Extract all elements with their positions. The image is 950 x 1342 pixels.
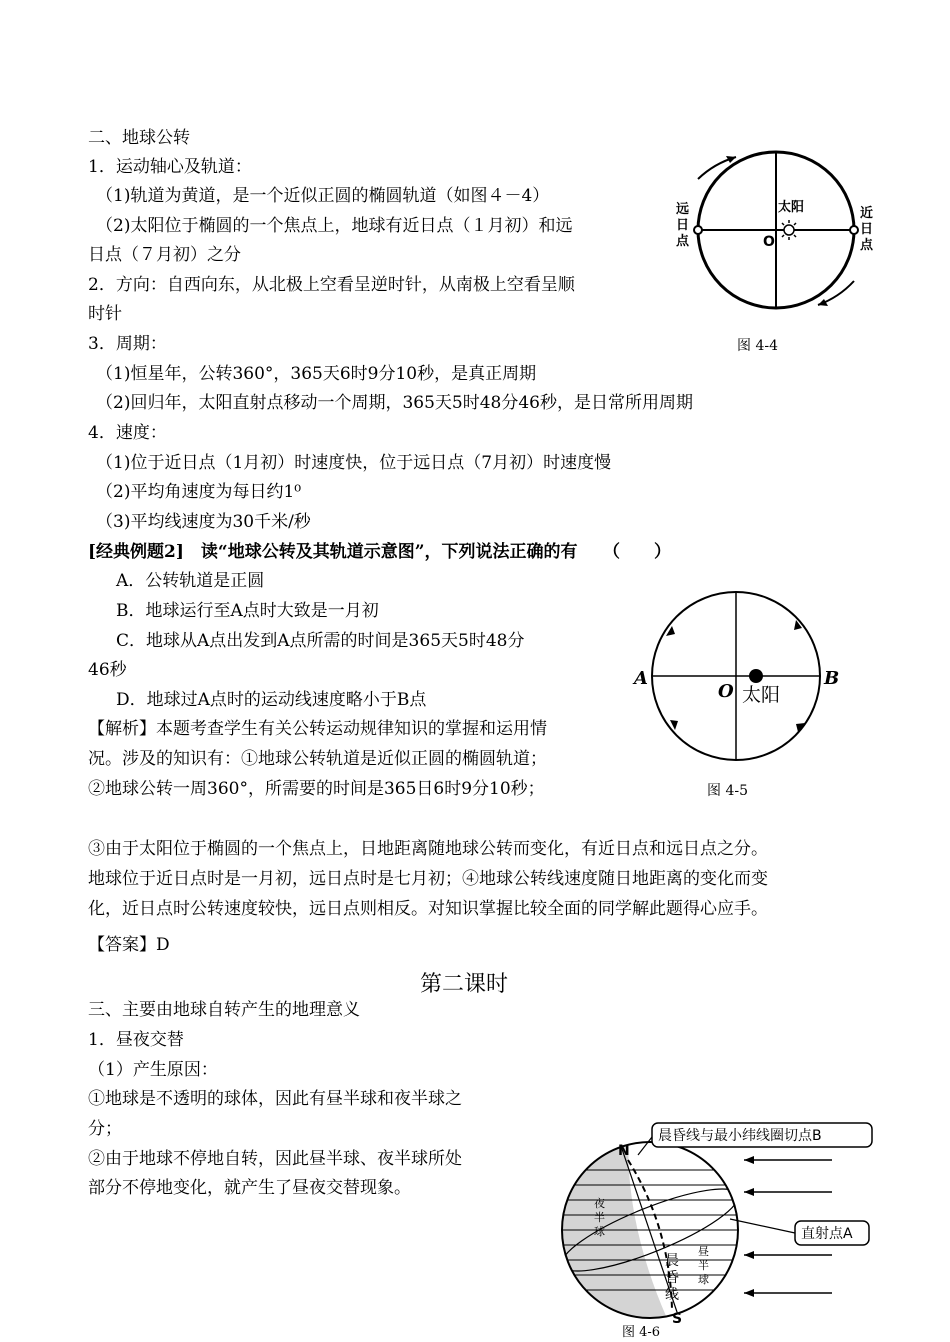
perihelion-label: 近 [860,206,874,221]
perihelion-label: 点 [860,238,874,253]
text-line: 日点（７月初）之分 [88,245,241,265]
point-b-label: B [824,668,840,689]
analysis-line: ②地球公转一周360°，所需要的时间是365日6时9分10秒； [88,779,545,799]
arrow-icon [744,1251,754,1259]
callout-b-text: 晨昏线与最小纬线圈切点B [658,1128,822,1144]
text-line: （2)平均角速度为每日约1⁰ [96,482,302,502]
analysis-line: 况。涉及的知识有：①地球公转轨道是近似正圆的椭圆轨道； [88,749,547,769]
day-label: 半 [698,1259,709,1272]
text-line: （1）产生原因： [88,1060,218,1080]
option-d: D．地球过A点时的运动线速度略小于B点 [116,690,427,710]
text-line: 3．周期： [88,334,167,354]
analysis-line: 【解析】本题考查学生有关公转运动规律知识的掌握和运用情 [88,719,547,739]
text-line: （2)回归年，太阳直射点移动一个周期，365天5时48分46秒，是日常所用周期 [96,393,693,413]
option-c: C．地球从A点出发到A点所需的时间是365天5时48分 [116,631,525,651]
perihelion-label: 日 [860,222,874,237]
night-label: 球 [594,1225,605,1238]
point-a-label: A [634,668,648,689]
sun-icon [779,220,799,240]
aphelion-label: 点 [676,234,690,249]
terminator-label: 昏 [665,1270,679,1286]
sun-dot [749,669,763,683]
arrow-icon [744,1188,754,1196]
text-line: （1)恒星年，公转360°，365天6时9分10秒，是真正周期 [96,364,537,384]
section-heading: 三、主要由地球自转产生的地理意义 [88,1000,360,1020]
night-label: 半 [594,1211,605,1224]
south-label: S [672,1311,683,1327]
option-a: A．公转轨道是正圆 [116,571,265,591]
center-label: O [763,234,775,250]
analysis-line: ③由于太阳位于椭圆的一个焦点上，日地距离随地球公转而变化，有近日点和远日点之分。 [88,839,768,859]
text-line: ①地球是不透明的球体，因此有昼半球和夜半球之 [88,1089,462,1109]
text-line: （3)平均线速度为30千米/秒 [96,512,311,532]
example-heading: [经典例题2] 读“地球公转及其轨道示意图”，下列说法正确的有 （ ） [88,542,671,562]
text-line: （1)轨道为黄道，是一个近似正圆的椭圆轨道（如图４－4） [96,186,550,206]
aphelion-label: 日 [676,218,690,233]
terminator-label: 晨 [665,1253,679,1269]
sun-label: 太阳 [742,684,781,706]
aphelion-label: 远 [676,202,690,217]
text-line: 2．方向：自西向东，从北极上空看呈逆时针，从南极上空看呈顺 [88,275,575,295]
text-line: （1)位于近日点（1月初）时速度快，位于远日点（7月初）时速度慢 [96,453,612,473]
text-line: （2)太阳位于椭圆的一个焦点上，地球有近日点（１月初）和远 [96,216,573,236]
text-line: ②由于地球不停地自转，因此昼半球、夜半球所处 [88,1149,462,1169]
arrow-icon [744,1289,754,1297]
sun-label: 太阳 [778,200,805,215]
arrow-icon [744,1156,754,1164]
analysis-line: 地球位于近日点时是一月初，远日点时是七月初；④地球公转线速度随日地距离的变化而变 [88,869,768,889]
analysis-line: 化，近日点时公转速度较快，远日点则相反。对知识掌握比较全面的同学解此题得心应手。 [88,899,768,919]
figure-4-4 [668,145,888,335]
text-line: 4．速度： [88,423,167,443]
figure-caption: 图 4-4 [737,338,778,354]
figure-caption: 图 4-5 [707,783,748,799]
text-line: 分； [88,1119,122,1139]
text-line: 46秒 [88,660,127,680]
figure-4-6 [560,1115,890,1325]
terminator-label: 线 [665,1287,679,1303]
figure-4-5 [630,590,850,770]
center-label: O [718,681,734,702]
figure-caption: 图 4-6 [622,1325,661,1340]
day-label: 昼 [698,1245,709,1258]
text-line: 部分不停地变化，就产生了昼夜交替现象。 [88,1178,411,1198]
text-line: 时针 [88,304,122,324]
lesson-title: 第二课时 [420,972,509,997]
text-line: 1．昼夜交替 [88,1030,184,1050]
section-heading: 二、地球公转 [88,128,190,148]
answer-line: 【答案】D [88,935,170,955]
day-label: 球 [698,1273,709,1286]
night-label: 夜 [594,1197,605,1210]
option-b: B．地球运行至A点时大致是一月初 [116,601,379,621]
north-label: N [618,1143,630,1159]
text-line: 1．运动轴心及轨道： [88,157,252,177]
callout-a-text: 直射点A [801,1226,853,1242]
